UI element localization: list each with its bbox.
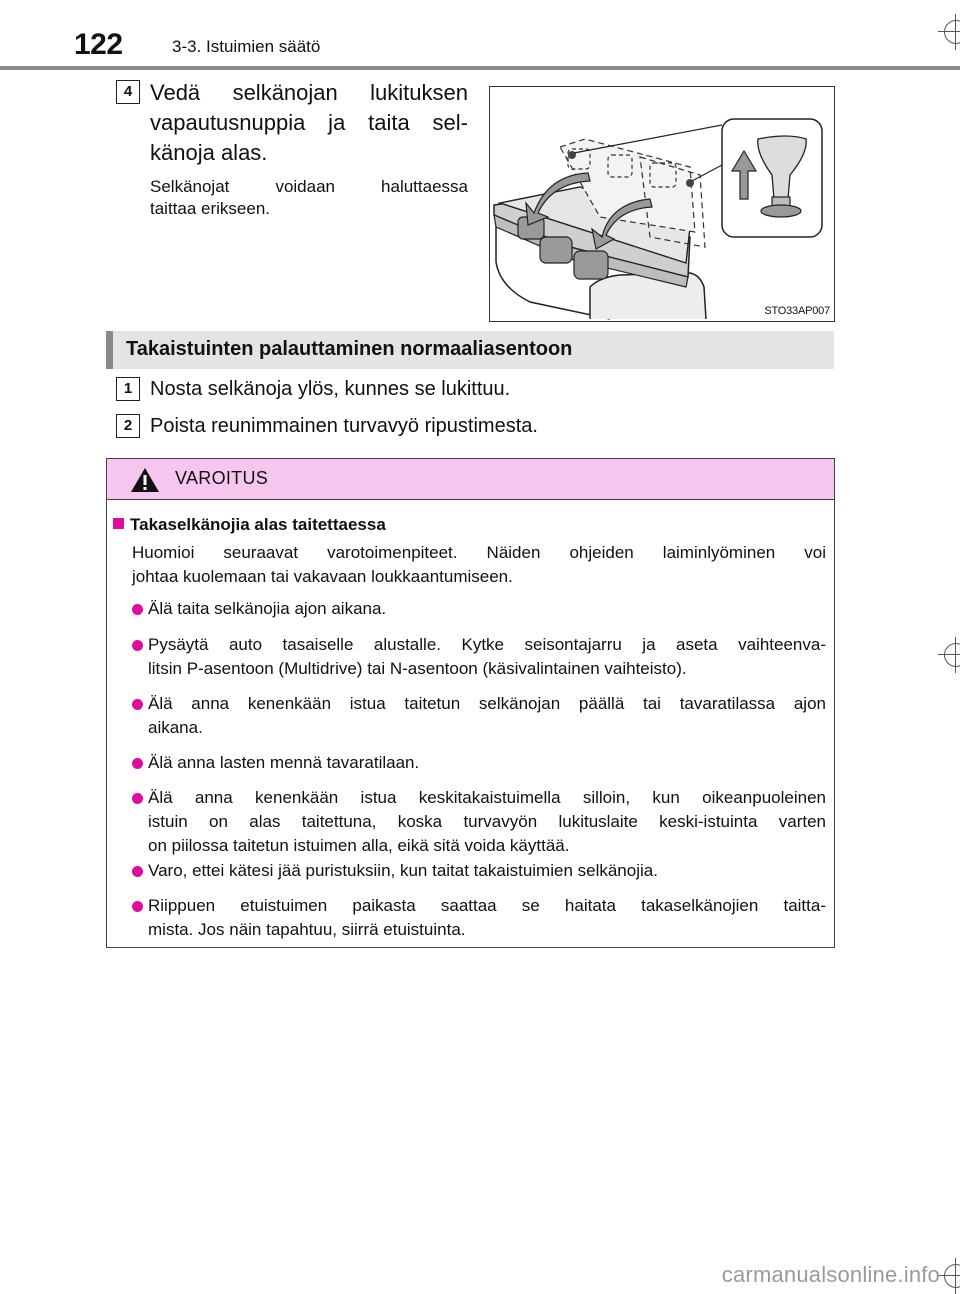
- warning-item-4: Älä anna lasten mennä tavaratilaan.: [148, 753, 420, 772]
- registration-mark-icon: [938, 637, 960, 673]
- bullet-icon: [132, 793, 143, 804]
- warning-header: [107, 459, 834, 500]
- section-heading: [106, 331, 834, 369]
- footer-watermark[interactable]: carmanualsonline.info: [721, 1262, 940, 1287]
- step-4-title: Vedä selkänojan lukituksen vapautusnuppia ja taita sel- känoja alas.: [150, 80, 468, 165]
- warning-item-6: Varo, ettei kätesi jää puristuksiin, kun taitat takaistuimien selkänojia.: [148, 861, 658, 880]
- bullet-icon: [132, 758, 143, 769]
- warning-subtitle: Takaselkänojia alas taitettaessa: [113, 515, 386, 535]
- warning-label: VAROITUS: [175, 468, 269, 488]
- chapter-title: 3-3. Istuimien säätö: [172, 37, 321, 56]
- registration-mark-icon: [938, 14, 960, 50]
- bullet-icon: [132, 699, 143, 710]
- square-bullet-icon: [113, 518, 124, 529]
- seat-fold-illustration: [489, 86, 835, 322]
- warning-item-3: Älä anna kenenkään istua taitetun selkänojan päällä tai tavaratilassa ajon aikana.: [148, 694, 826, 737]
- step-number-2: 2: [116, 414, 140, 438]
- step-number-1: 1: [116, 377, 140, 401]
- step-1-text: Nosta selkänoja ylös, kunnes se lukittuu.: [150, 378, 511, 400]
- rear-seat-fold-drawing: [490, 87, 834, 321]
- step-4-note: Selkänojat voidaan haluttaessa taittaa erikseen.: [150, 177, 468, 218]
- registration-mark-icon: [938, 1258, 960, 1294]
- figure-code: STO33AP007: [764, 305, 830, 317]
- section-heading-bar: [106, 331, 113, 369]
- warning-intro: Huomioi seuraavat varotoimenpiteet. Näiden ohjeiden laiminlyöminen voi johtaa kuolemaan tai vakavaan loukkaantumiseen.: [132, 543, 826, 586]
- warning-item-2: Pysäytä auto tasaiselle alustalle. Kytke seisontajarru ja aseta vaihteenva- litsin P-asentoon (Multidrive) tai N-asentoon (käsivalintainen vaihteisto).: [148, 635, 826, 678]
- section-heading-title: Takaistuinten palauttaminen normaaliasentoon: [126, 338, 573, 360]
- warning-item-5: Älä anna kenenkään istua keskitakaistuimella silloin, kun oikeanpuoleinen istuin on alas taitettuna, koska turvavyön lukituslaite keski-istuinta varten on piilossa taitetun istuimen alla, eikä sitä voida käyttää.: [148, 788, 826, 855]
- bullet-icon: [132, 866, 143, 877]
- warning-box: [106, 458, 835, 948]
- page-number: 122: [74, 28, 123, 61]
- bullet-icon: [132, 901, 143, 912]
- bullet-icon: [132, 640, 143, 651]
- header-rule: [0, 66, 960, 70]
- bullet-icon: [132, 604, 143, 615]
- step-2-text: Poista reunimmainen turvavyö ripustimesta.: [150, 415, 538, 437]
- step-number-4: 4: [116, 80, 140, 104]
- warning-item-1: Älä taita selkänojia ajon aikana.: [148, 599, 387, 618]
- warning-triangle-icon: [130, 467, 160, 493]
- warning-item-7: Riippuen etuistuimen paikasta saattaa se haitata takaselkänojien taitta- mista. Jos näin tapahtuu, siirrä etuistuinta.: [148, 896, 826, 939]
